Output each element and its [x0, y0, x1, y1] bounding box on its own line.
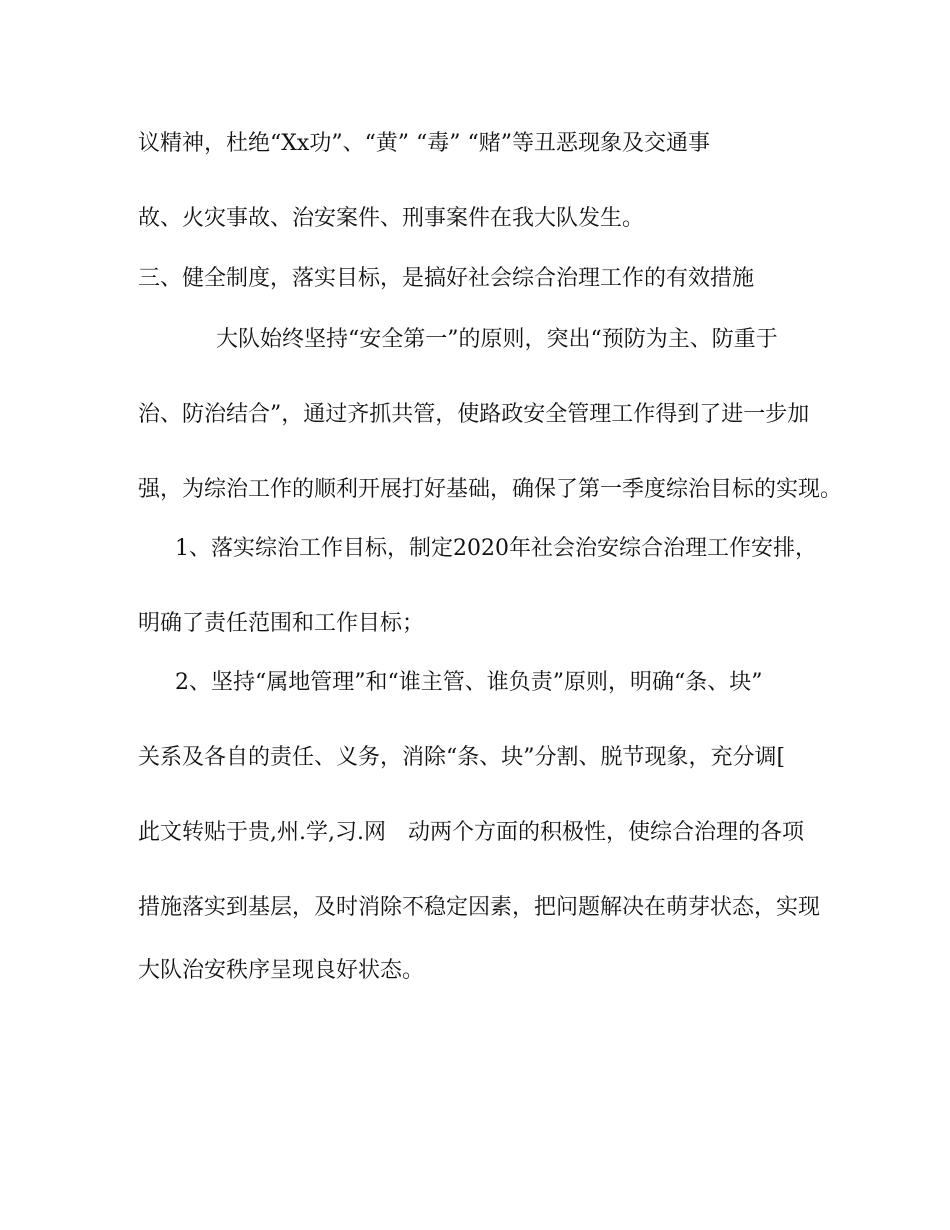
text-line: 大队始终坚持“安全第一”的原则，突出“预防为主、防重于 — [216, 327, 778, 352]
text-line: 议精神，杜绝“Xx功”、“黄” “毒” “赌”等丑恶现象及交通事 — [138, 131, 711, 156]
list-item-text: 2、坚持“属地管理”和“谁主管、谁负责”原则，明确“条、块” — [175, 670, 763, 695]
text-line: 治、防治结合”，通过齐抓共管，使路政安全管理工作得到了进一步加 — [138, 402, 810, 427]
text-line: 关系及各自的责任、义务，消除“条、块”分割、脱节现象，充分调[ — [138, 745, 786, 770]
text-line: 故、火灾事故、治安案件、刑事案件在我大队发生。 — [138, 206, 645, 231]
text-line: 大队治安秩序呈现良好状态。 — [138, 958, 425, 983]
text-line: 明确了责任范围和工作目标； — [138, 611, 425, 636]
section-heading: 三、健全制度，落实目标，是搞好社会综合治理工作的有效措施 — [138, 266, 755, 291]
text-line: 措施落实到基层，及时消除不稳定因素，把问题解决在萌芽状态，实现 — [138, 895, 821, 920]
list-item-text: 1、落实综治工作目标，制定2020年社会治安综合治理工作安排， — [175, 536, 817, 561]
text-line: 此文转贴于贵,州.学,习.网 动两个方面的积极性，使综合治理的各项 — [138, 820, 804, 845]
text-line: 强，为综治工作的顺利开展打好基础，确保了第一季度综治目标的实现。 — [138, 477, 843, 502]
